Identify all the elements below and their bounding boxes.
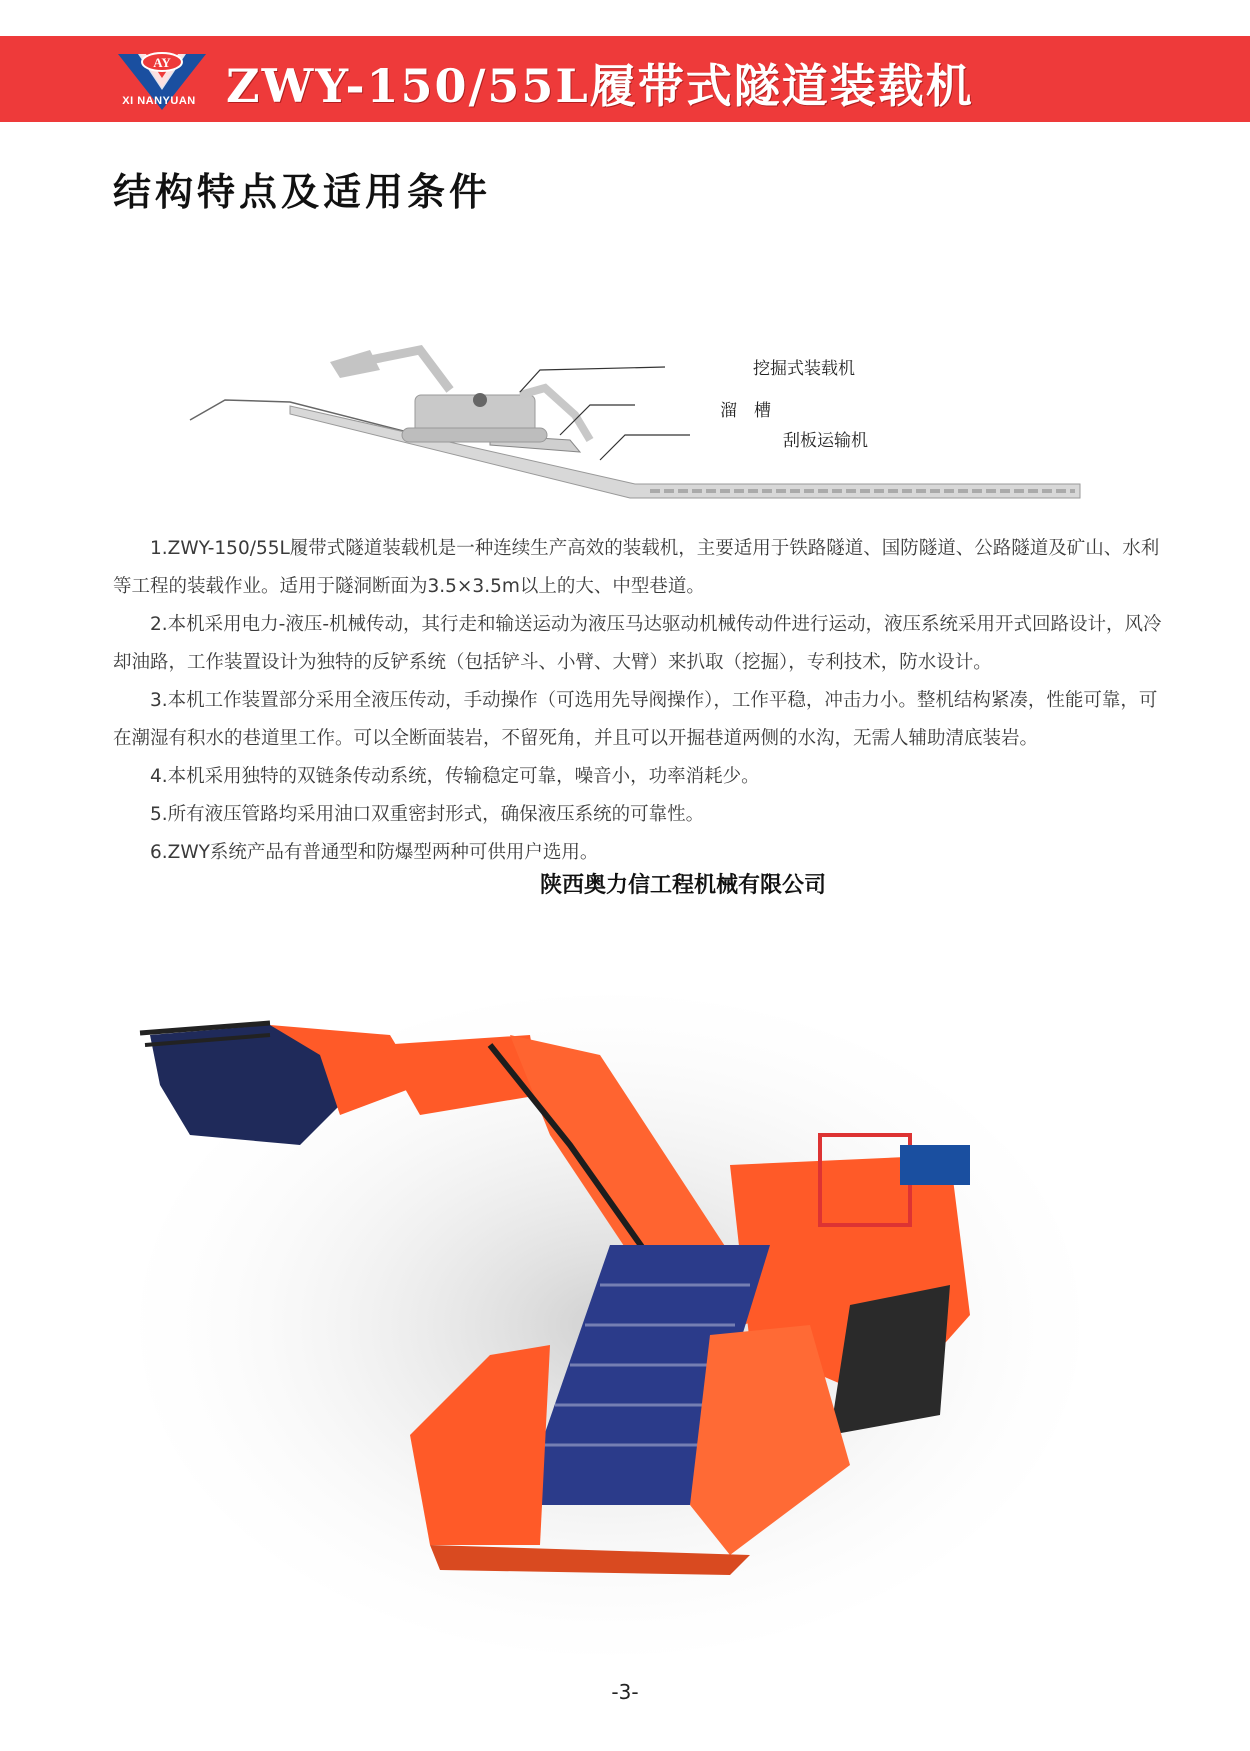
svg-text:AY: AY	[153, 55, 171, 70]
company-name-overlay: 陕西奥力信工程机械有限公司	[540, 873, 827, 898]
page-number: -3-	[611, 1680, 639, 1704]
paragraph-1: 1.ZWY-150/55L履带式隧道装载机是一种连续生产高效的装载机，主要适用于铁路隧道、国防隧道、公路隧道及矿山、水利等工程的装载作业。适用于隧洞断面为3.5×3.5m以上的大、中型巷道。	[113, 538, 1160, 597]
company-logo-icon	[116, 48, 208, 120]
label-chute: 溜 槽	[720, 401, 771, 421]
paragraph-4: 4.本机采用独特的双链条传动系统，传输稳定可靠，噪音小，功率消耗少。	[150, 766, 760, 787]
loader-schematic	[180, 340, 1090, 510]
paragraph-3: 3.本机工作装置部分采用全液压传动，手动操作（可选用先导阀操作），工作平稳，冲击力小。整机结构紧凑，性能可靠，可在潮湿有积水的巷道里工作。可以全断面装岩，不留死角，并且可以开掘巷道两侧的水沟，无需人辅助清底装岩。	[113, 690, 1158, 749]
section-title: 结构特点及适用条件	[113, 169, 492, 214]
logo-text: XI NANYUAN	[122, 95, 196, 107]
header-banner	[0, 36, 1250, 122]
paragraph-5: 5.所有液压管路均采用油口双重密封形式，确保液压系统的可靠性。	[150, 804, 705, 825]
label-excavating-loader: 挖掘式装载机	[753, 359, 855, 379]
label-scraper-conveyor: 刮板运输机	[783, 431, 868, 451]
feature-text	[113, 530, 1163, 872]
paragraph-2: 2.本机采用电力-液压-机械传动，其行走和输送运动为液压马达驱动机械传动件进行运动，液压系统采用开式回路设计，风冷却油路，工作装置设计为独特的反铲系统（包括铲斗、小臂、大臂）来扒取（挖掘），专利技术，防水设计。	[113, 614, 1162, 673]
schematic-drawing	[180, 340, 1090, 510]
loader-machine-photo	[130, 985, 1090, 1665]
paragraph-6: 6.ZWY系统产品有普通型和防爆型两种可供用户选用。	[150, 842, 599, 863]
page-title: ZWY-150/55L履带式隧道装载机	[226, 59, 974, 113]
